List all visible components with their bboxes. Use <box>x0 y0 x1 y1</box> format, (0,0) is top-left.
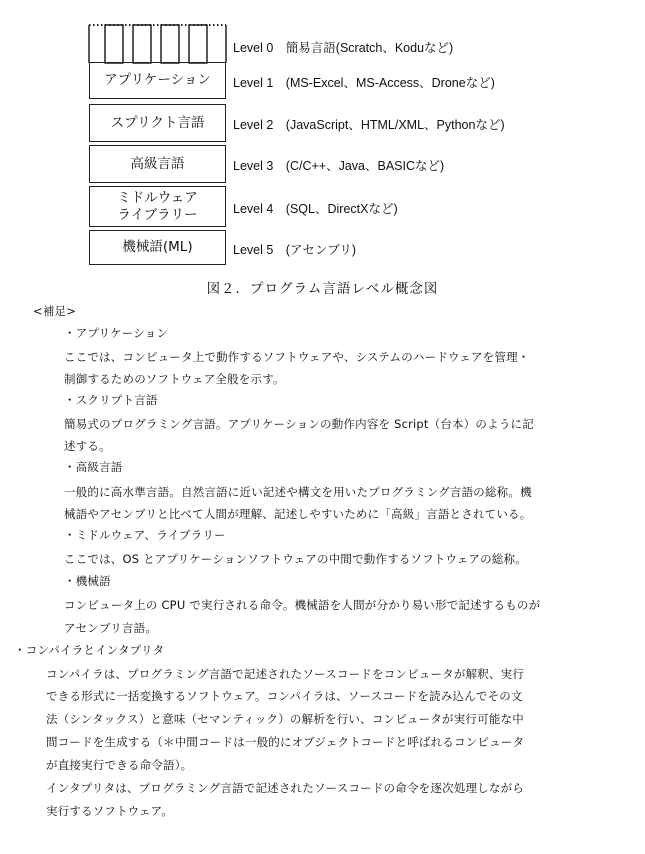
item-line: アセンブリ言語。 <box>64 621 158 635</box>
level3-box <box>89 145 226 183</box>
item-title-script: ・スクリプト言語 <box>64 393 158 407</box>
item-title-machine: ・機械語 <box>64 574 111 588</box>
level1-box <box>89 62 226 99</box>
compiler-line: 法（シンタックス）と意味（セマンティック）の解析を行い、コンピュータが実行可能な中 <box>46 712 524 726</box>
compiler-line: インタプリタは、プログラミング言語で記述されたソースコードの命令を逐次処理しながら <box>46 781 524 795</box>
compiler-line: 間コードを生成する（＊中間コードは一般的にオブジェクトコードと呼ばれるコンピュータ <box>46 735 525 749</box>
item-line: 一般的に高水準言語。自然言語に近い記述や構文を用いたプログラミング言語の総称。機 <box>64 485 532 499</box>
item-line: ここでは、OS とアプリケーションソフトウェアの中間で動作するソフトウェアの総称。 <box>64 552 527 566</box>
language-level-diagram <box>0 0 645 300</box>
item-line: 簡易式のプログラミング言語。アプリケーションの動作内容を Script（台本）のように記 <box>64 417 534 431</box>
item-line: 制御するためのソフトウェア全般を示す。 <box>64 372 285 386</box>
level5-label: Level 5 (アセンブリ) <box>233 243 357 257</box>
item-title-highlevel: ・高級言語 <box>64 460 123 474</box>
compiler-line: 実行するソフトウェア。 <box>46 804 174 818</box>
level2-box <box>89 104 226 142</box>
level1-box-label: アプリケーション <box>104 72 211 88</box>
level4-box-label-line1: ミドルウェア <box>117 189 198 206</box>
level3-box-label: 高級言語 <box>130 155 185 172</box>
level5-box <box>89 230 226 265</box>
item-line: コンピュータ上の CPU で実行される命令。機械語を人間が分かり易い形で記述するものが <box>64 598 541 612</box>
compiler-line: が直接実行できる命令語）。 <box>46 758 193 772</box>
compiler-line: できる形式に一括変換するソフトウェア。コンパイラは、ソースコードを読み込んでその文 <box>46 689 523 703</box>
level2-label: Level 2 (JavaScript、HTML/XML、Pythonなど) <box>233 118 505 132</box>
level4-box <box>89 186 226 227</box>
level2-box-label: スプリクト言語 <box>110 114 205 131</box>
item-line: 械語やアセンブリと比べて人間が理解、記述しやすいために「高級」言語とされている。 <box>64 507 532 521</box>
level1-label: Level 1 (MS-Excel、MS-Access、Droneなど) <box>233 76 495 90</box>
item-line: 述する。 <box>64 439 111 453</box>
figure-caption: 図２．プログラム言語レベル概念図 <box>206 281 439 297</box>
compiler-title: ・コンパイラとインタプリタ <box>14 643 165 657</box>
item-title-middleware: ・ミドルウェア、ライブラリー <box>64 528 226 542</box>
supplement-heading: <補足> <box>33 304 77 318</box>
level4-label: Level 4 (SQL、DirectXなど) <box>233 202 398 216</box>
level3-label: Level 3 (C/C++、Java、BASICなど) <box>233 159 445 173</box>
level0-label: Level 0 簡易言語(Scratch、Koduなど) <box>233 41 454 55</box>
level4-box-label-line2: ライブラリー <box>117 206 198 223</box>
item-line: ここでは、コンピュータ上で動作するソフトウェアや、システムのハードウェアを管理・ <box>64 350 530 364</box>
compiler-line: コンパイラは、プログラミング言語で記述されたソースコードをコンピュータが解釈、実行 <box>46 667 525 681</box>
item-title-application: ・アプリケーション <box>64 326 169 340</box>
level0-blocks-graphic <box>0 0 645 70</box>
level5-box-label: 機械語(ML) <box>122 239 193 255</box>
